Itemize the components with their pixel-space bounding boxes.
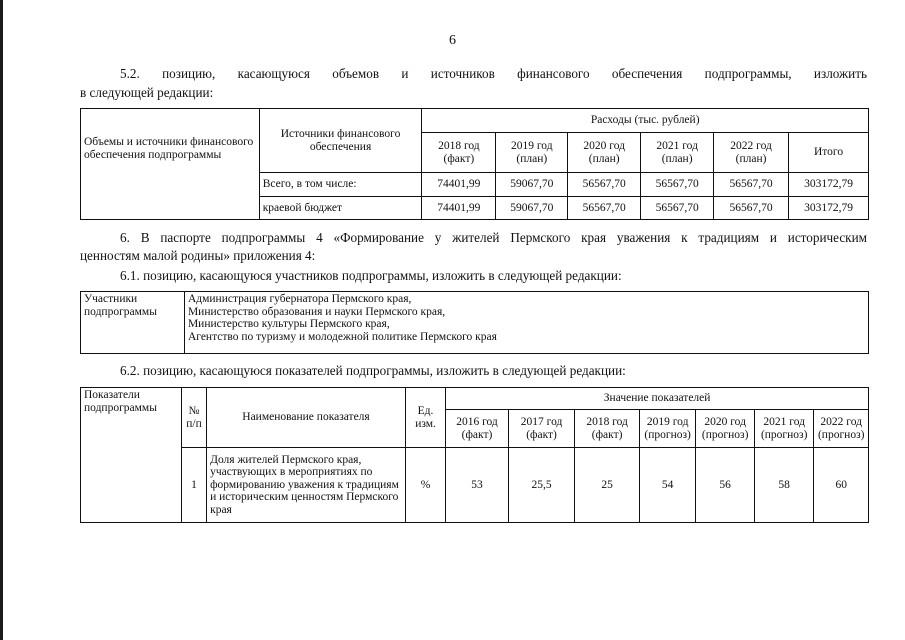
finance-year-header: 2019 год (план) — [496, 133, 568, 173]
indicator-year-header: 2016 год (факт) — [446, 410, 509, 448]
num-header: № п/п — [181, 388, 206, 448]
finance-cell: 59067,70 — [496, 197, 568, 220]
section-5-2-line2: в следующей редакции: — [80, 85, 214, 100]
participants-label: Участники подпрограммы — [81, 292, 185, 354]
unit-header: Ед. изм. — [405, 388, 445, 448]
table-row — [81, 448, 869, 523]
indicator-year-header: 2017 год (факт) — [508, 410, 575, 448]
finance-cell: 59067,70 — [496, 173, 568, 197]
finance-total-header: Итого — [789, 133, 869, 173]
indicators-table — [80, 387, 869, 523]
finance-cell: 56567,70 — [714, 173, 789, 197]
finance-cell: 74401,99 — [422, 197, 496, 220]
indicator-year-header: 2020 год (прогноз) — [696, 410, 755, 448]
participants-table — [80, 291, 869, 354]
finance-cell: 303172,79 — [789, 197, 869, 220]
finance-row-label: Объемы и источники финансового обеспечения подпрограммы — [81, 109, 260, 220]
indicator-num: 1 — [181, 448, 206, 523]
indicator-value: 60 — [814, 448, 869, 523]
expenses-header: Расходы (тыс. рублей) — [422, 109, 869, 133]
finance-cell: 56567,70 — [641, 197, 714, 220]
section-5-2-line1: 5.2. позицию, касающуюся объемов и источников финансового обеспечения подпрограммы, изложить — [120, 66, 867, 81]
finance-year-header: 2021 год (план) — [641, 133, 714, 173]
indicators-row-label: Показатели подпрограммы — [81, 388, 182, 523]
section-6-2-text: 6.2. позицию, касающуюся показателей подпрограммы, изложить в следующей редакции: — [120, 363, 626, 378]
finance-cell: 56567,70 — [568, 197, 641, 220]
list-item: Администрация губернатора Пермского края, — [187, 293, 412, 305]
section-6-line2: ценностям малой родины» приложения 4: — [80, 248, 316, 263]
finance-cell: 303172,79 — [789, 173, 869, 197]
sources-header: Источники финансового обеспечения — [259, 109, 422, 173]
finance-cell: 56567,70 — [641, 173, 714, 197]
list-item: Министерство образования и науки Пермского края, — [187, 305, 446, 318]
indicator-year-header: 2018 год (факт) — [575, 410, 640, 448]
section-6-line1: 6. В паспорте подпрограммы 4 «Формирование у жителей Пермского края уважения к традициям и историческим — [120, 230, 867, 245]
finance-cell: 56567,70 — [568, 173, 641, 197]
indicator-value: 56 — [696, 448, 755, 523]
indicator-value: 25 — [575, 448, 640, 523]
indicator-value: 25,5 — [508, 448, 575, 523]
indicator-value: 53 — [446, 448, 509, 523]
list-item: Агентство по туризму и молодежной политике Пермского края — [187, 330, 497, 343]
finance-year-header: 2022 год (план) — [714, 133, 789, 173]
indicator-value: 58 — [754, 448, 814, 523]
list-item: Министерство культуры Пермского края, — [187, 318, 390, 330]
indicator-name-header: Наименование показателя — [207, 388, 406, 448]
indicator-name: Доля жителей Пермского края, участвующих в мероприятиях по формированию уважения к традициям и историческим ценностям Пермского края — [207, 448, 406, 523]
finance-year-header: 2020 год (план) — [568, 133, 641, 173]
section-6-1-text: 6.1. позицию, касающуюся участников подпрограммы, изложить в следующей редакции: — [120, 268, 622, 283]
finance-year-header: 2018 год (факт) — [422, 133, 496, 173]
indicator-unit: % — [405, 448, 445, 523]
page-number: 6 — [449, 33, 456, 48]
finance-table — [80, 108, 869, 220]
indicator-year-header: 2022 год (прогноз) — [814, 410, 869, 448]
values-header: Значение показателей — [446, 388, 869, 410]
scan-edge — [0, 0, 3, 640]
participants-list — [184, 292, 868, 354]
finance-row-source: Всего, в том числе: — [259, 173, 422, 197]
finance-cell: 56567,70 — [714, 197, 789, 220]
indicator-year-header: 2021 год (прогноз) — [754, 410, 814, 448]
finance-cell: 74401,99 — [422, 173, 496, 197]
indicator-value: 54 — [639, 448, 696, 523]
indicator-year-header: 2019 год (прогноз) — [639, 410, 696, 448]
finance-row-source: краевой бюджет — [259, 197, 422, 220]
